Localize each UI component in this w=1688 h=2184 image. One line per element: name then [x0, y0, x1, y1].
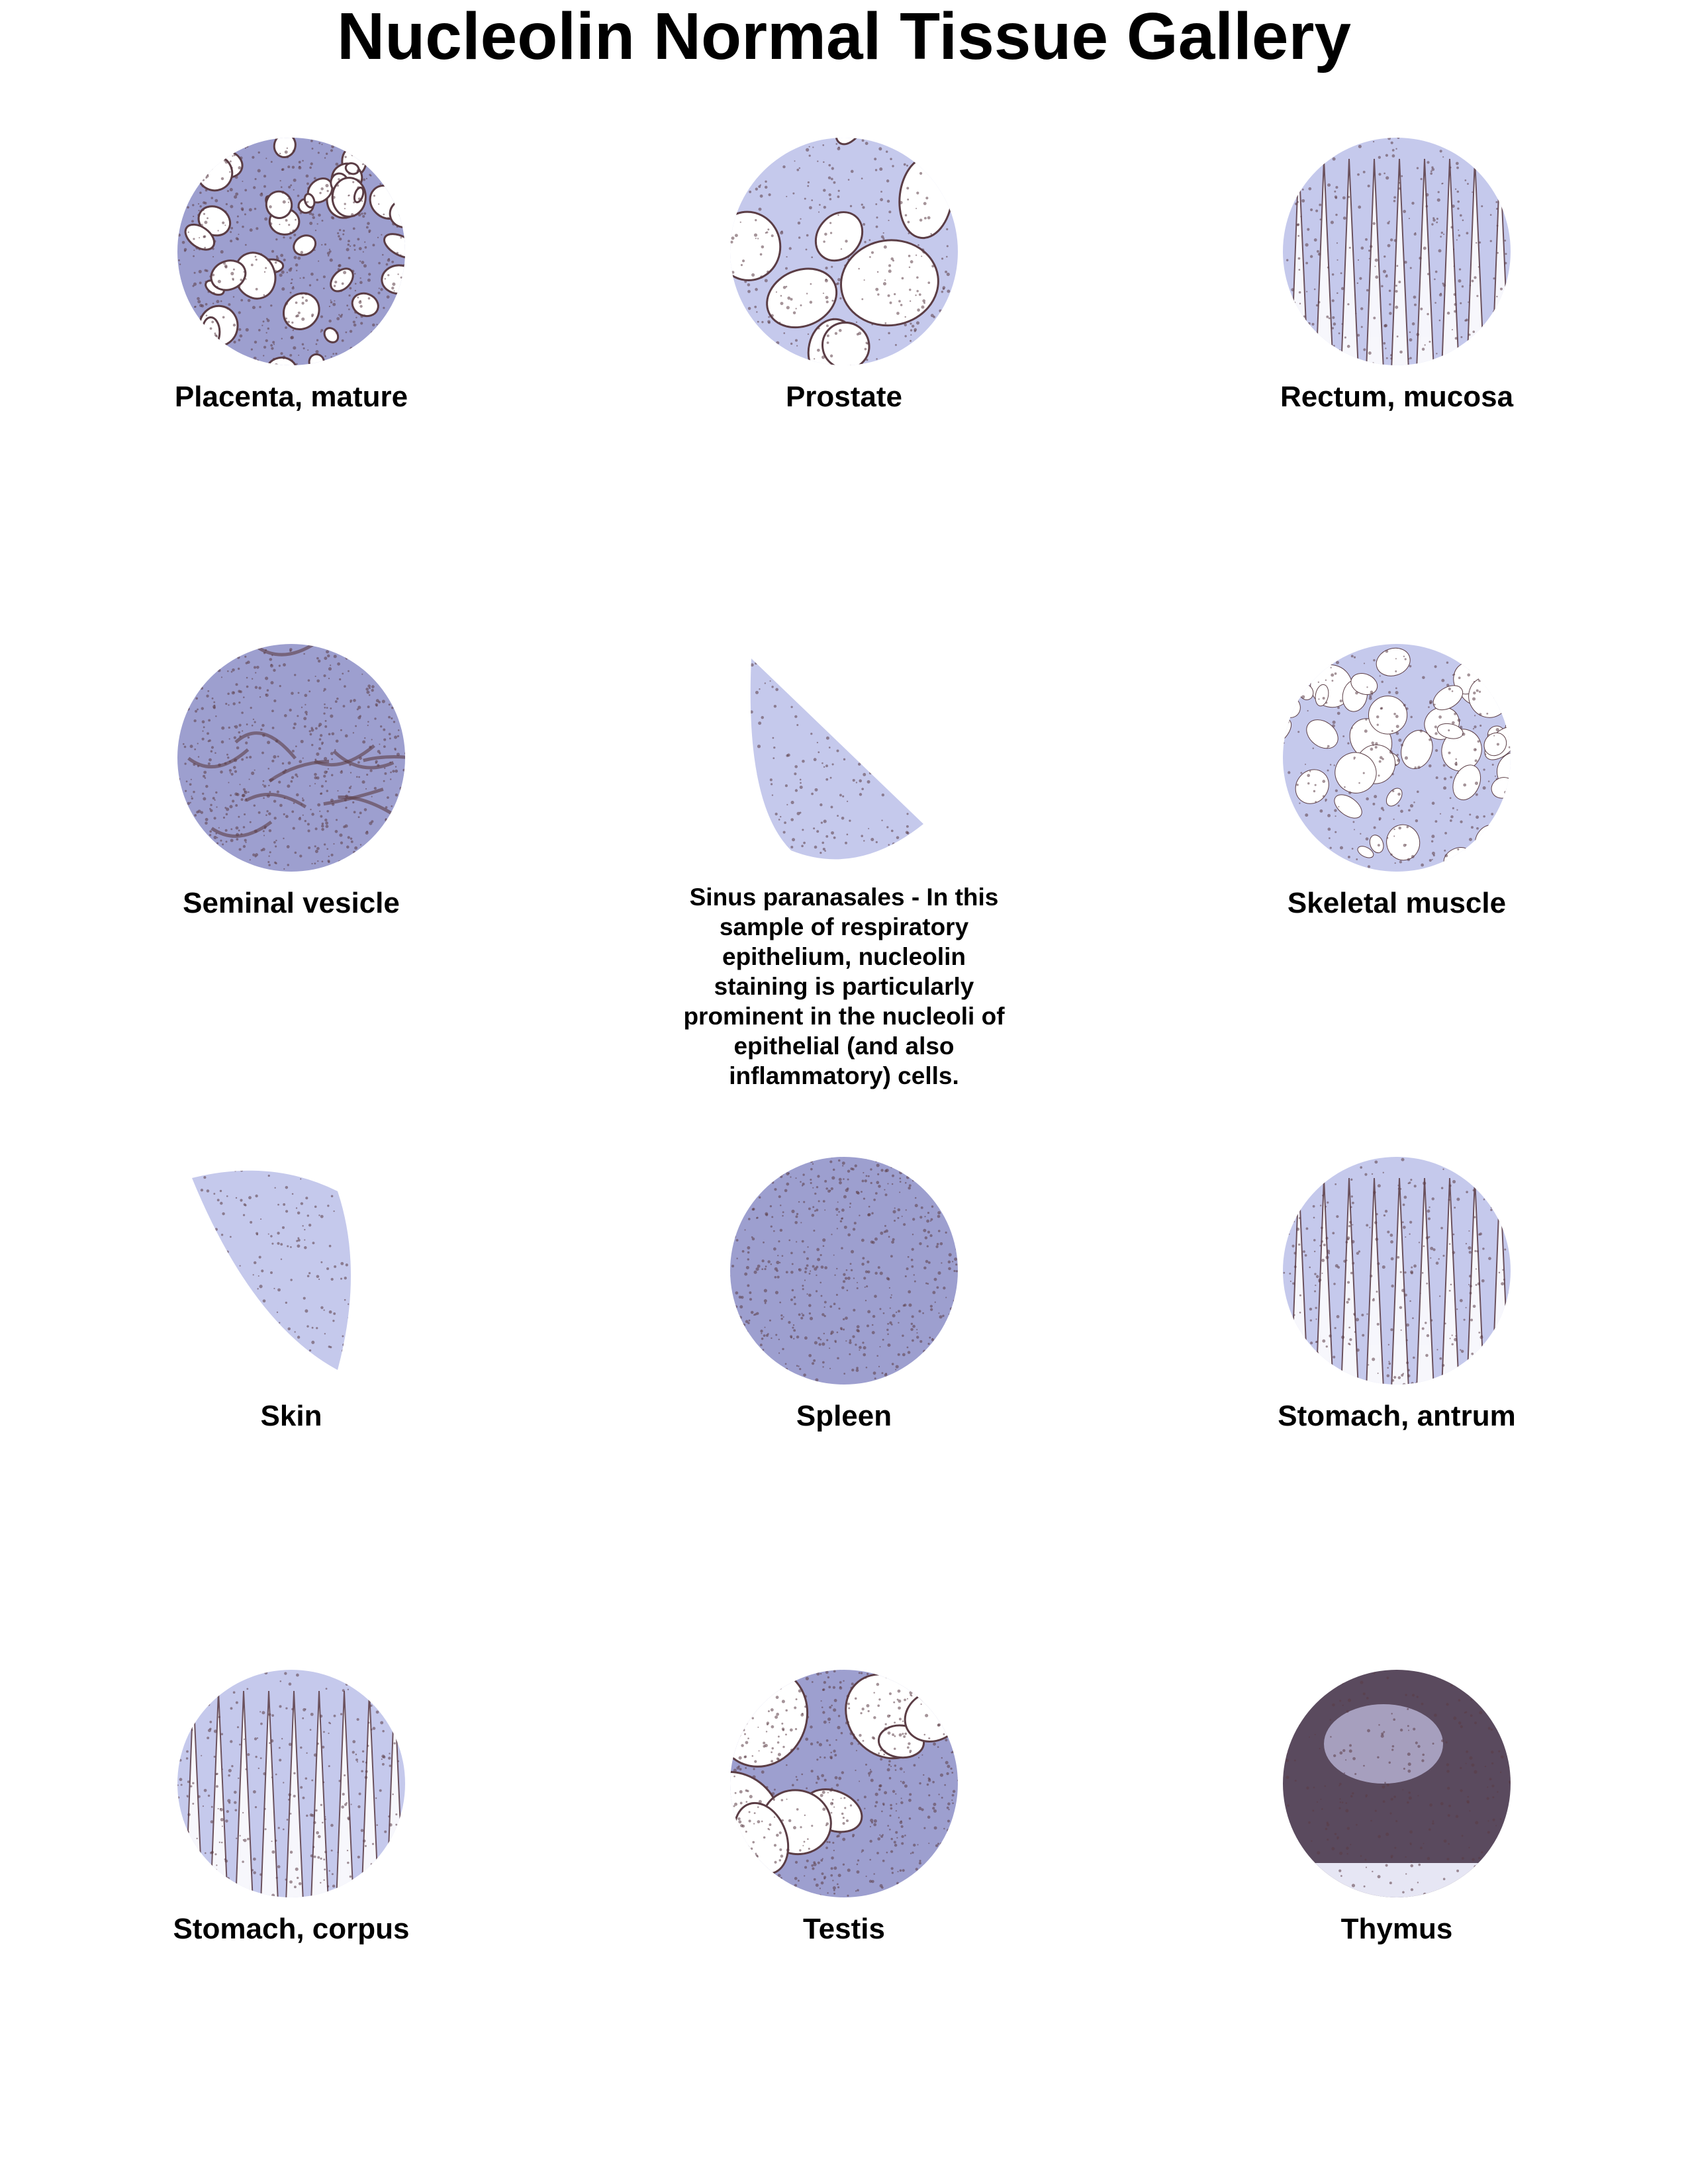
tissue-core-image: [1278, 639, 1516, 877]
tile-label: Seminal vesicle: [183, 887, 400, 919]
tile-label: Skeletal muscle: [1287, 887, 1507, 919]
tile-stomach-corpus: [40, 1664, 543, 2181]
tile-placenta: [40, 132, 543, 649]
tissue-core-image: [172, 1152, 410, 1390]
page-title: Nucleolin Normal Tissue Gallery: [336, 0, 1352, 73]
tissue-core-image: [725, 1152, 963, 1390]
tile-label: Skin: [260, 1400, 322, 1432]
tile-label: Prostate: [785, 381, 903, 413]
tile-label: Spleen: [796, 1400, 892, 1432]
tile-skeletal-muscle: [1145, 639, 1648, 1155]
tissue-core-image: [172, 639, 410, 877]
tissue-core-image: [172, 132, 410, 371]
tile-seminal-vesicle: [40, 639, 543, 1155]
tile-label: Placenta, mature: [174, 381, 408, 413]
tissue-core-image: [172, 1664, 410, 1903]
tile-label: Stomach, antrum: [1278, 1400, 1516, 1432]
tile-label: Thymus: [1340, 1913, 1453, 1945]
tile-sinus-paranasales: [592, 639, 1096, 1155]
tile-thymus: [1145, 1664, 1648, 2181]
tissue-core-image: [1278, 1152, 1516, 1390]
tissue-core-image: [1278, 132, 1516, 371]
tile-label: Sinus paranasales - In this sample of respiratory epithelium, nucleolin staining is particularly prominent in the nucleoli of epithelial (and also inflammatory) cells.: [683, 884, 1005, 1089]
tissue-core-image: [725, 1664, 963, 1903]
tile-skin: [40, 1152, 543, 1668]
tile-testis: [592, 1664, 1096, 2181]
tissue-core-image: [725, 132, 963, 371]
tile-label: Rectum, mucosa: [1280, 381, 1514, 413]
tile-prostate: [592, 132, 1096, 649]
tile-label: Stomach, corpus: [173, 1913, 410, 1945]
tile-spleen: [592, 1152, 1096, 1668]
tile-stomach-antrum: [1145, 1152, 1648, 1668]
tissue-core-image: [725, 639, 963, 877]
tile-rectum: [1145, 132, 1648, 649]
tile-label: Testis: [803, 1913, 885, 1945]
tissue-core-image: [1278, 1664, 1516, 1903]
